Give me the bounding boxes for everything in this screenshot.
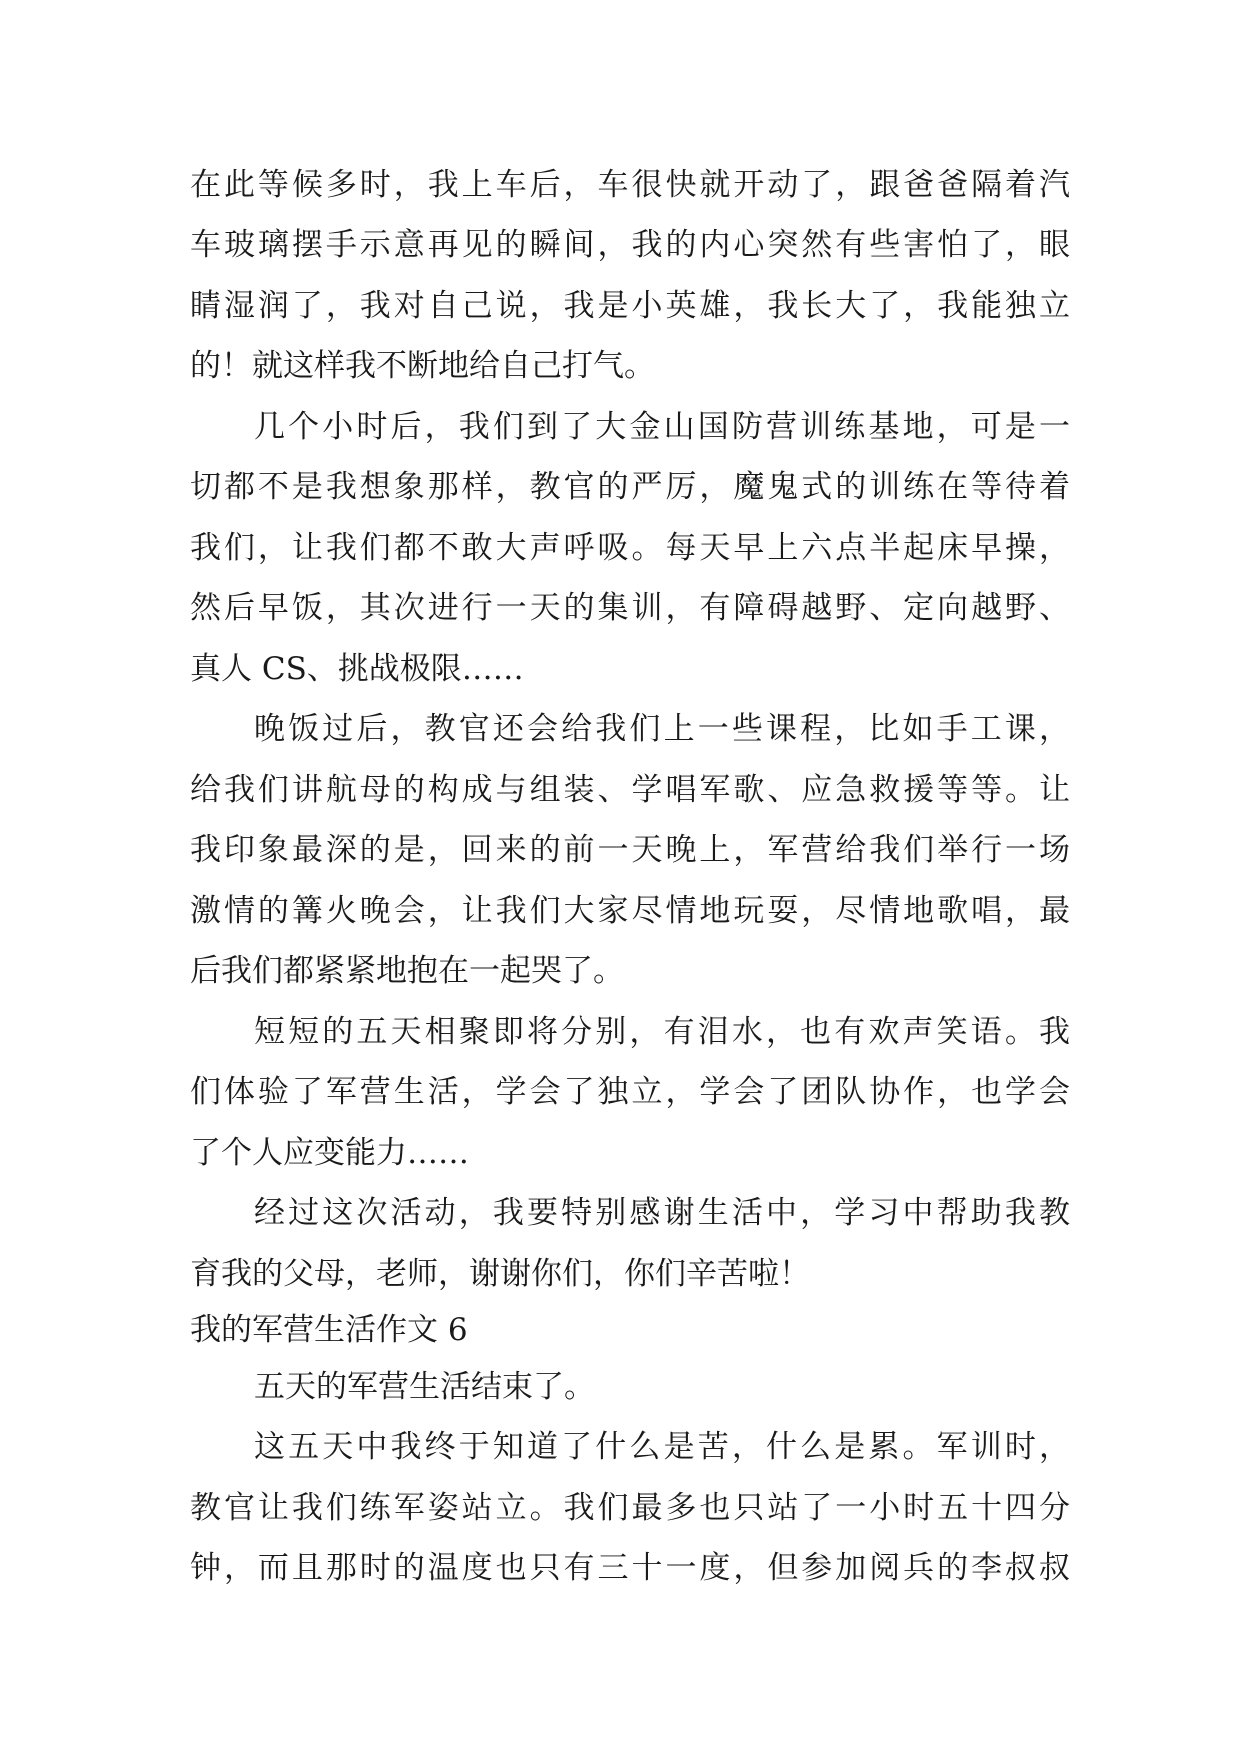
- paragraph-first-line: 几个小时后，我们到了大金山国防营训练基地，可是一: [254, 409, 1070, 445]
- section-heading: 我的军营生活作文 6: [190, 1312, 468, 1348]
- paragraph-first-line: 这五天中我终于知道了什么是苦，什么是累。军训时，: [254, 1429, 1070, 1465]
- text-line: 育我的父母，老师，谢谢你们，你们辛苦啦！: [190, 1256, 810, 1292]
- text-line: 我们，让我们都不敢大声呼吸。每天早上六点半起床早操，: [190, 530, 1070, 566]
- text-line: 钟，而且那时的温度也只有三十一度，但参加阅兵的李叔叔: [190, 1550, 1070, 1586]
- text-line: 激情的篝火晚会，让我们大家尽情地玩耍，尽情地歌唱，最: [190, 893, 1070, 929]
- text-line: 切都不是我想象那样，教官的严厉，魔鬼式的训练在等待着: [190, 469, 1070, 505]
- text-line: 教官让我们练军姿站立。我们最多也只站了一小时五十四分: [190, 1490, 1070, 1526]
- text-line: 的！就这样我不断地给自己打气。: [190, 348, 655, 384]
- text-line: 们体验了军营生活，学会了独立，学会了团队协作，也学会: [190, 1074, 1070, 1110]
- paragraph-first-line: 晚饭过后，教官还会给我们上一些课程，比如手工课，: [254, 711, 1070, 747]
- text-line: 给我们讲航母的构成与组装、学唱军歌、应急救援等等。让: [190, 772, 1070, 808]
- paragraph-first-line: 五天的军营生活结束了。: [254, 1369, 595, 1405]
- text-line: 我印象最深的是，回来的前一天晚上，军营给我们举行一场: [190, 832, 1070, 868]
- paragraph-first-line: 经过这次活动，我要特别感谢生活中，学习中帮助我教: [254, 1195, 1070, 1231]
- text-line: 睛湿润了，我对自己说，我是小英雄，我长大了，我能独立: [190, 288, 1070, 324]
- text-line: 了个人应变能力……: [190, 1135, 469, 1171]
- text-line: 真人 CS、挑战极限……: [190, 651, 524, 687]
- paragraph-first-line: 短短的五天相聚即将分别，有泪水，也有欢声笑语。我: [254, 1014, 1070, 1050]
- text-line: 后我们都紧紧地抱在一起哭了。: [190, 953, 624, 989]
- text-line: 在此等候多时，我上车后，车很快就开动了，跟爸爸隔着汽: [190, 167, 1070, 203]
- text-line: 车玻璃摆手示意再见的瞬间，我的内心突然有些害怕了，眼: [190, 227, 1070, 263]
- text-line: 然后早饭，其次进行一天的集训，有障碍越野、定向越野、: [190, 590, 1070, 626]
